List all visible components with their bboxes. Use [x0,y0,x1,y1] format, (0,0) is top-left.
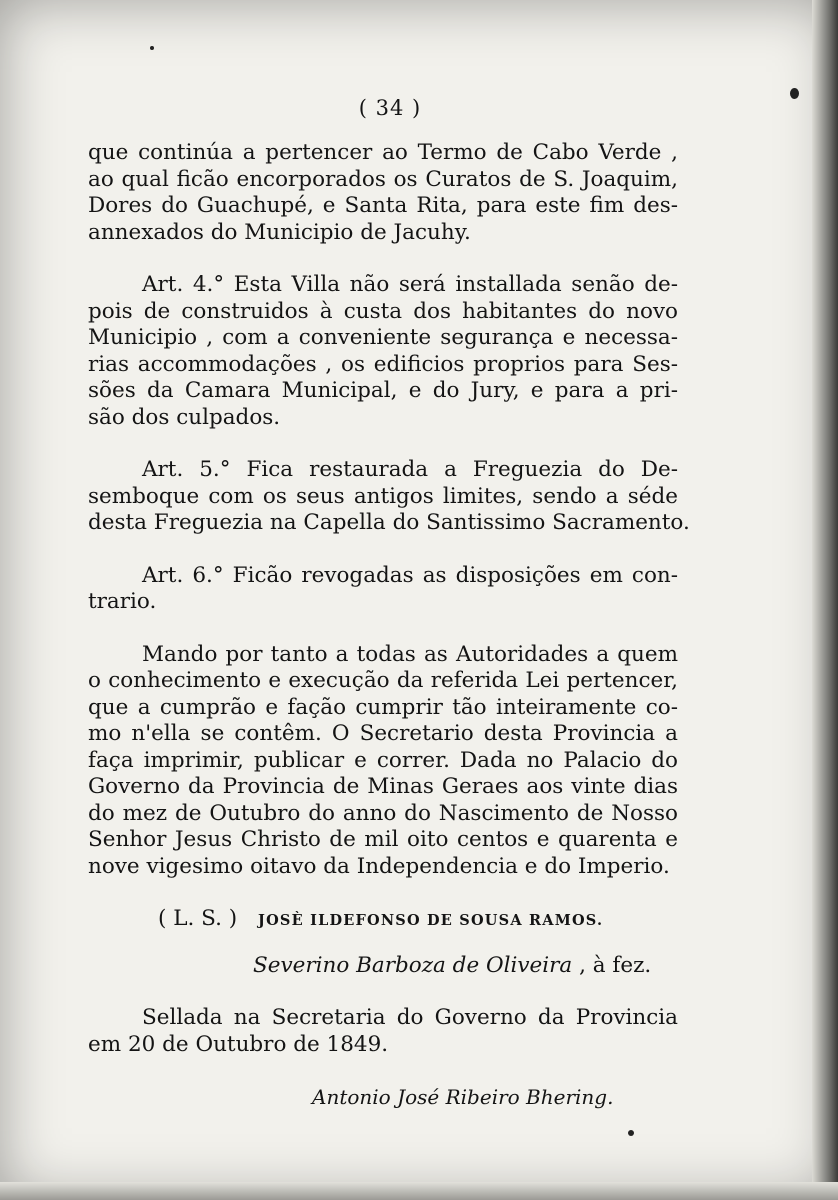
text-line: trario. [88,589,157,614]
paragraph-gap [88,880,678,906]
secretary-signature: Antonio José Ribeiro Bhering. [312,1085,614,1109]
page-number: ( 34 ) [358,96,422,120]
clerk-name: Severino Barboza de Oliveira [253,952,573,978]
text-line: ao qual ficão encorporados os Curatos de S. Joaquim, [88,166,678,192]
text-line: faça imprimir, publicar e correr. Dada no Palacio do [88,747,678,773]
page-bottom-edge [0,1182,838,1200]
paragraph-gap [88,616,678,642]
text-line: Art. 5.° Fica restaurada a Freguezia do De- [142,457,678,482]
text-line: sões da Camara Municipal, e do Jury, e para a pri- [88,378,678,403]
document-body [88,140,690,1111]
text-line: Senhor Jesus Christo de mil oito centos e quarenta e [88,827,678,852]
clerk-suffix: , à fez. [579,952,652,978]
text-line: Governo da Provincia de Minas Geraes aos vinte dias [88,774,678,799]
text-line: Art. 4.° Esta Villa não será installada senão de- [142,272,678,297]
sealed-notice [88,1005,678,1058]
ink-spot [628,1130,634,1136]
text-line: o conhecimento e execução da referida Lei pertencer, [88,668,678,693]
text-line: rias accommodações , os edificios proprios para Ses- [88,351,678,377]
seal-mark: ( L. S. ) [158,906,238,931]
text-line: Sellada na Secretaria do Governo da Provincia [142,1005,678,1030]
text-line: que a cumprão e fação cumprir tão inteiramente co- [88,694,678,720]
text-line: Municipio , com a conveniente segurança e necessa- [88,325,678,350]
text-line: Dores do Guachupé, e Santa Rita, para este fim des- [88,193,678,218]
governor-signature [88,906,678,935]
page-edge-shadow [812,0,838,1200]
paragraph-gap [88,537,678,563]
text-line: que continúa a pertencer ao Termo de Cabo Verde , [88,140,678,165]
text-line: pois de construidos à custa dos habitantes do novo [88,298,678,324]
clerk-signature [88,953,678,980]
article-5 [88,457,690,537]
paragraph-gap [88,431,678,457]
text-line: desta Freguezia na Capella do Santissimo Sacramento. [88,510,690,535]
paragraph-continuation [88,140,678,246]
text-line: annexados do Municipio de Jacuhy. [88,219,471,245]
mando-paragraph [88,642,678,881]
ink-spot [790,88,799,99]
article-6 [88,563,678,616]
text-line: mo n'ella se contêm. O Secretario desta Provincia a [88,721,678,746]
paragraph-gap [88,1058,678,1084]
paragraph-gap [88,246,678,272]
text-line: Mando por tanto a todas as Autoridades a quem [142,641,678,667]
ink-spot [150,46,154,50]
paragraph-gap [88,979,678,1005]
text-line: do mez de Outubro do anno do Nascimento de Nosso [88,800,678,826]
text-line: são dos culpados. [88,404,281,430]
text-line: em 20 de Outubro de 1849. [88,1031,389,1057]
paragraph-gap [88,935,678,953]
text-line: semboque com os seus antigos limites, sendo a séde [88,483,678,509]
text-line: Art. 6.° Ficão revogadas as disposições em con- [142,562,678,588]
governor-name: JOSÈ ILDEFONSO DE SOUSA RAMOS. [258,912,604,929]
article-4 [88,272,678,431]
text-line: nove vigesimo oitavo da Independencia e do Imperio. [88,853,670,879]
